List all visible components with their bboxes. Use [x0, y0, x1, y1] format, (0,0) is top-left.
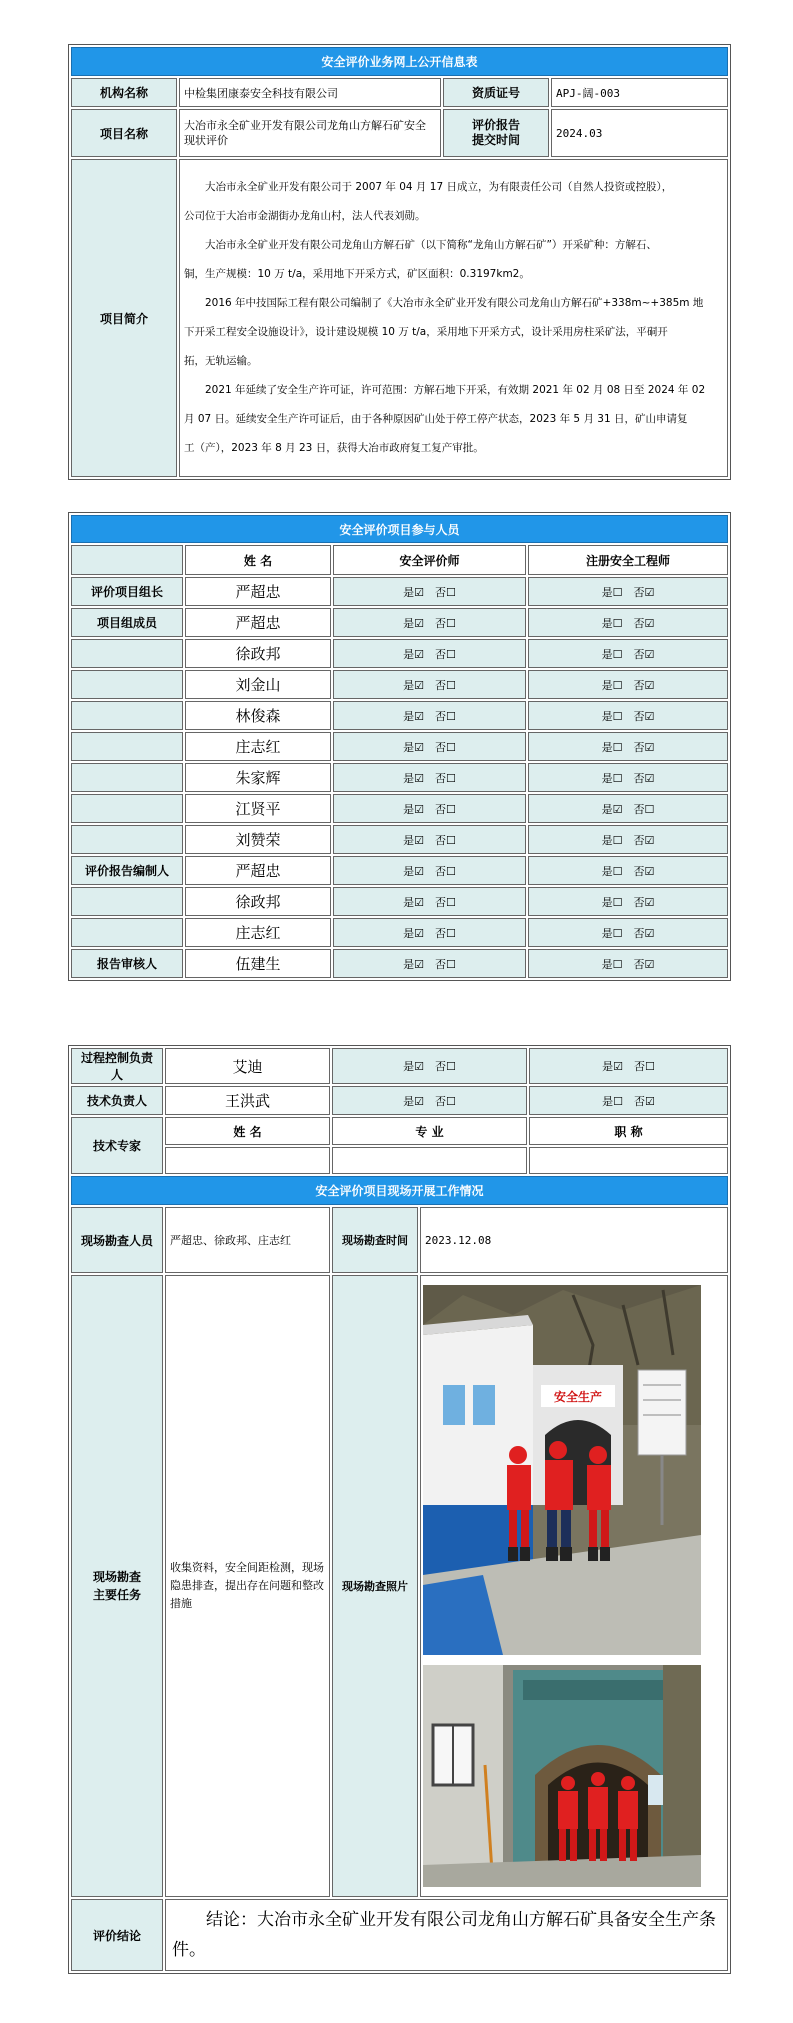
personnel-role — [71, 763, 183, 792]
personnel-role: 项目组成员 — [71, 608, 183, 637]
site-section-title: 安全评价项目现场开展工作情况 — [71, 1176, 728, 1205]
expert-title-cell — [529, 1147, 728, 1174]
intro-line: 2016 年中技国际工程有限公司编制了《大冶市永全矿业开发有限公司龙角山方解石矿+338m~+385m 地 — [205, 297, 704, 309]
site-photo-entrance — [423, 1285, 701, 1655]
personnel-engineer: 是☐ 否☑ — [528, 856, 728, 885]
process-label: 过程控制负责人 — [71, 1048, 163, 1084]
personnel-role — [71, 639, 183, 668]
personnel-name: 庄志红 — [185, 732, 331, 761]
personnel-name: 刘金山 — [185, 670, 331, 699]
submit-label-line1: 评价报告 — [471, 118, 520, 132]
submit-label-line2: 提交时间 — [471, 133, 520, 147]
personnel-row — [71, 701, 728, 730]
personnel-row — [71, 577, 728, 606]
submit-value: 2024.03 — [551, 109, 728, 157]
personnel-name: 庄志红 — [185, 918, 331, 947]
intro-line: 拓，无轨运输。 — [184, 355, 258, 367]
intro-body — [179, 159, 728, 477]
personnel-evaluator: 是☑ 否☐ — [333, 732, 526, 761]
personnel-row — [71, 794, 728, 823]
personnel-name: 徐政邦 — [185, 639, 331, 668]
personnel-role: 评价报告编制人 — [71, 856, 183, 885]
cert-value: APJ-阔-003 — [551, 78, 728, 107]
intro-line: 大冶市永全矿业开发有限公司于 2007 年 04 月 17 日成立，为有限责任公司（自然人投资或控股）， — [205, 181, 673, 193]
process-evaluator: 是☑ 否☐ — [332, 1048, 527, 1084]
cert-label: 资质证号 — [443, 78, 549, 107]
col-header-name: 姓 名 — [185, 545, 331, 575]
personnel-name: 严超忠 — [185, 608, 331, 637]
personnel-evaluator: 是☑ 否☐ — [333, 670, 526, 699]
process-engineer: 是☑ 否☐ — [529, 1048, 728, 1084]
expert-major-cell — [332, 1147, 527, 1174]
personnel-engineer: 是☐ 否☑ — [528, 887, 728, 916]
personnel-engineer: 是☑ 否☐ — [528, 794, 728, 823]
survey-time-value: 2023.12.08 — [420, 1207, 728, 1273]
conclusion-value: 结论：大冶市永全矿业开发有限公司龙角山方解石矿具备安全生产条件。 — [165, 1899, 728, 1971]
intro-line: 大冶市永全矿业开发有限公司龙角山方解石矿（以下简称“龙角山方解石矿”）开采矿种：方解石、 — [205, 239, 657, 251]
photo-cell — [420, 1275, 728, 1897]
personnel-role — [71, 918, 183, 947]
col-header-evaluator: 安全评价师 — [333, 545, 526, 575]
expert-col-major: 专 业 — [332, 1117, 527, 1145]
personnel-table-title: 安全评价项目参与人员 — [71, 515, 728, 543]
personnel-row — [71, 608, 728, 637]
personnel-row — [71, 639, 728, 668]
personnel-engineer: 是☐ 否☑ — [528, 825, 728, 854]
personnel-evaluator: 是☑ 否☐ — [333, 856, 526, 885]
tech-name: 王洪武 — [165, 1086, 330, 1115]
expert-col-name: 姓 名 — [165, 1117, 330, 1145]
intro-line: 工（产），2023 年 8 月 23 日，获得大冶市政府复工复产审批。 — [184, 442, 484, 454]
task-label — [71, 1275, 163, 1897]
personnel-role — [71, 732, 183, 761]
personnel-evaluator: 是☑ 否☐ — [333, 794, 526, 823]
personnel-engineer: 是☐ 否☑ — [528, 918, 728, 947]
personnel-row — [71, 887, 728, 916]
site-table — [68, 1045, 731, 1974]
process-name: 艾迪 — [165, 1048, 330, 1084]
personnel-name: 严超忠 — [185, 856, 331, 885]
intro-line: 2021 年延续了安全生产许可证，许可范围：方解石地下开采，有效期 2021 年 02 月 08 日至 2024 年 02 — [205, 384, 706, 396]
personnel-evaluator: 是☑ 否☐ — [333, 763, 526, 792]
intro-line: 公司位于大冶市金湖街办龙角山村，法人代表刘勋。 — [184, 210, 426, 222]
safety-sign-text: 安全生产 — [553, 1390, 603, 1404]
personnel-evaluator: 是☑ 否☐ — [333, 701, 526, 730]
personnel-table — [68, 512, 731, 981]
personnel-row — [71, 763, 728, 792]
site-photo-tunnel — [423, 1665, 701, 1887]
task-value: 收集资料，安全间距检测，现场隐患排查，提出存在问题和整改措施 — [165, 1275, 330, 1897]
org-value: 中检集团康泰安全科技有限公司 — [179, 78, 441, 107]
personnel-row — [71, 949, 728, 978]
personnel-role — [71, 701, 183, 730]
personnel-evaluator: 是☑ 否☐ — [333, 577, 526, 606]
personnel-row — [71, 918, 728, 947]
personnel-name: 伍建生 — [185, 949, 331, 978]
personnel-name: 林俊森 — [185, 701, 331, 730]
tech-engineer: 是☐ 否☑ — [529, 1086, 728, 1115]
intro-line: 铜，生产规模：10 万 t/a，采用地下开采方式，矿区面积：0.3197km2。 — [184, 268, 530, 280]
intro-label: 项目简介 — [71, 159, 177, 477]
project-value: 大冶市永全矿业开发有限公司龙角山方解石矿安全现状评价 — [179, 109, 441, 157]
expert-label: 技术专家 — [71, 1117, 163, 1174]
survey-people-value: 严超忠、徐政邦、庄志红 — [165, 1207, 330, 1273]
intro-line: 月 07 日。延续安全生产许可证后，由于各种原因矿山处于停工停产状态，2023 年 5 月 31 日，矿山申请复 — [184, 413, 688, 425]
col-header-engineer: 注册安全工程师 — [528, 545, 728, 575]
conclusion-label: 评价结论 — [71, 1899, 163, 1971]
personnel-engineer: 是☐ 否☑ — [528, 639, 728, 668]
expert-name-cell — [165, 1147, 330, 1174]
personnel-engineer: 是☐ 否☑ — [528, 670, 728, 699]
personnel-role — [71, 887, 183, 916]
survey-time-label: 现场勘查时间 — [332, 1207, 418, 1273]
tech-evaluator: 是☑ 否☐ — [332, 1086, 527, 1115]
personnel-role — [71, 794, 183, 823]
personnel-row — [71, 732, 728, 761]
submit-label — [443, 109, 549, 157]
task-label-line1: 现场勘查 — [92, 1570, 141, 1584]
project-label: 项目名称 — [71, 109, 177, 157]
personnel-name: 严超忠 — [185, 577, 331, 606]
personnel-role — [71, 825, 183, 854]
personnel-row — [71, 856, 728, 885]
personnel-evaluator: 是☑ 否☐ — [333, 639, 526, 668]
info-table — [68, 44, 731, 480]
personnel-role — [71, 670, 183, 699]
org-label: 机构名称 — [71, 78, 177, 107]
personnel-evaluator: 是☑ 否☐ — [333, 608, 526, 637]
personnel-name: 朱家辉 — [185, 763, 331, 792]
personnel-role: 报告审核人 — [71, 949, 183, 978]
personnel-evaluator: 是☑ 否☐ — [333, 918, 526, 947]
personnel-row — [71, 670, 728, 699]
personnel-engineer: 是☐ 否☑ — [528, 732, 728, 761]
personnel-evaluator: 是☑ 否☐ — [333, 949, 526, 978]
task-label-line2: 主要任务 — [92, 1588, 141, 1602]
personnel-engineer: 是☐ 否☑ — [528, 949, 728, 978]
personnel-name: 刘赞荣 — [185, 825, 331, 854]
intro-line: 下开采工程安全设施设计》，设计建设规模 10 万 t/a，采用地下开采方式，设计采用房柱采矿法，平硐开 — [184, 326, 668, 338]
personnel-engineer: 是☐ 否☑ — [528, 608, 728, 637]
personnel-engineer: 是☐ 否☑ — [528, 577, 728, 606]
expert-col-title: 职 称 — [529, 1117, 728, 1145]
header-blank-cell — [71, 545, 183, 575]
personnel-name: 徐政邦 — [185, 887, 331, 916]
personnel-engineer: 是☐ 否☑ — [528, 763, 728, 792]
personnel-name: 江贤平 — [185, 794, 331, 823]
personnel-row — [71, 825, 728, 854]
photo-label: 现场勘查照片 — [332, 1275, 418, 1897]
survey-people-label: 现场勘查人员 — [71, 1207, 163, 1273]
personnel-evaluator: 是☑ 否☐ — [333, 825, 526, 854]
personnel-evaluator: 是☑ 否☐ — [333, 887, 526, 916]
tech-label: 技术负责人 — [71, 1086, 163, 1115]
info-table-title: 安全评价业务网上公开信息表 — [71, 47, 728, 76]
personnel-role: 评价项目组长 — [71, 577, 183, 606]
personnel-engineer: 是☐ 否☑ — [528, 701, 728, 730]
personnel-rows — [71, 577, 728, 978]
